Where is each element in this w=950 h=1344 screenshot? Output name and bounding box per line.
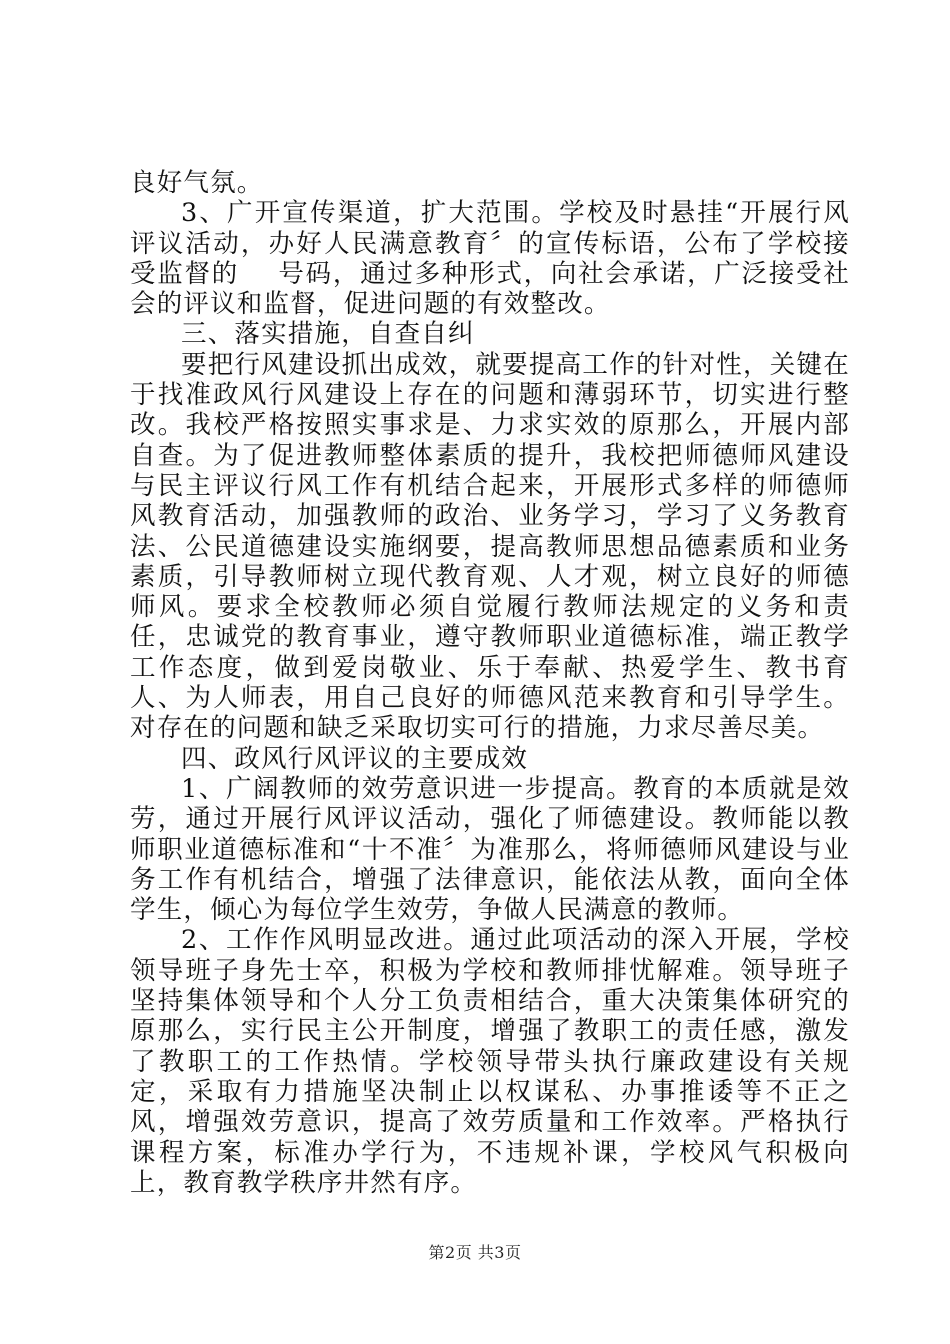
section-heading-implement-measures: 三、落实措施，自查自纠 (181, 319, 475, 350)
paragraph-self-inspection: 要把行风建设抓出成效，就要提高工作的针对性，关键在于找准政风行风建设上存在的问题和薄弱环节，切实进行整改。我校严格按照实事求是、力求实效的原那么，开展内部自查。为了促进教师整体素质的提升，我校把师德师风建设与民主评议行风工作有机结合起来，开展形式多样的师德师风教育活动，加强教师的政治、业务学习，学习了义务教育法、公民道德建设实施纲要，提高教师思想品德素质和业务素质，引导教师树立现代教育观、人才观，树立良好的师德师风。要求全校教师必须自觉履行教师法规定的义务和责任，忠诚党的教育事业，遵守教师职业道德标准，端正教学工作态度，做到爱岗敬业、乐于奉献、热爱学生、教书育人、为人师表，用自己良好的师德风范来教育和引导学生。对存在的问题和缺乏采取切实可行的措施，力求尽善尽美。 (130, 349, 850, 744)
section-heading-main-results: 四、政风行风评议的主要成效 (181, 743, 529, 774)
paragraph-publicity-channels: 3、广开宣传渠道，扩大范围。学校及时悬挂“开展行风评议活动，办好人民满意教育〞的宣传标语，公布了学校接受监督的 号码，通过多种形式，向社会承诺，广泛接受社会的评议和监督，促进问题的有效整改。 (130, 198, 850, 320)
paragraph-service-awareness: 1、广阔教师的效劳意识进一步提高。教育的本质就是效劳，通过开展行风评议活动，强化了师德建设。教师能以教师职业道德标准和“十不准〞为准那么，将师德师风建设与业务工作有机结合，增强了法律意识，能依法从教，面向全体学生，倾心为每位学生效劳，争做人民满意的教师。 (130, 773, 850, 926)
paragraph-closing-line: 良好气氛。 (130, 168, 264, 198)
page-number-footer: 第2页 共3页 (428, 1243, 522, 1262)
paragraph-work-style: 2、工作作风明显改进。通过此项活动的深入开展，学校领导班子身先士卒，积极为学校和教师排忧解难。领导班子坚持集体领导和个人分工负责相结合，重大决策集体研究的原那么，实行民主公开制度，增强了教职工的责任感，激发了教职工的工作热情。学校领导带头执行廉政建设有关规定，采取有力措施坚决制止以权谋私、办事推诿等不正之风，增强效劳意识，提高了效劳质量和工作效率。严格执行课程方案，标准办学行为，不违规补课，学校风气积极向上，教育教学秩序井然有序。 (130, 925, 850, 1198)
document-body (130, 168, 850, 1198)
